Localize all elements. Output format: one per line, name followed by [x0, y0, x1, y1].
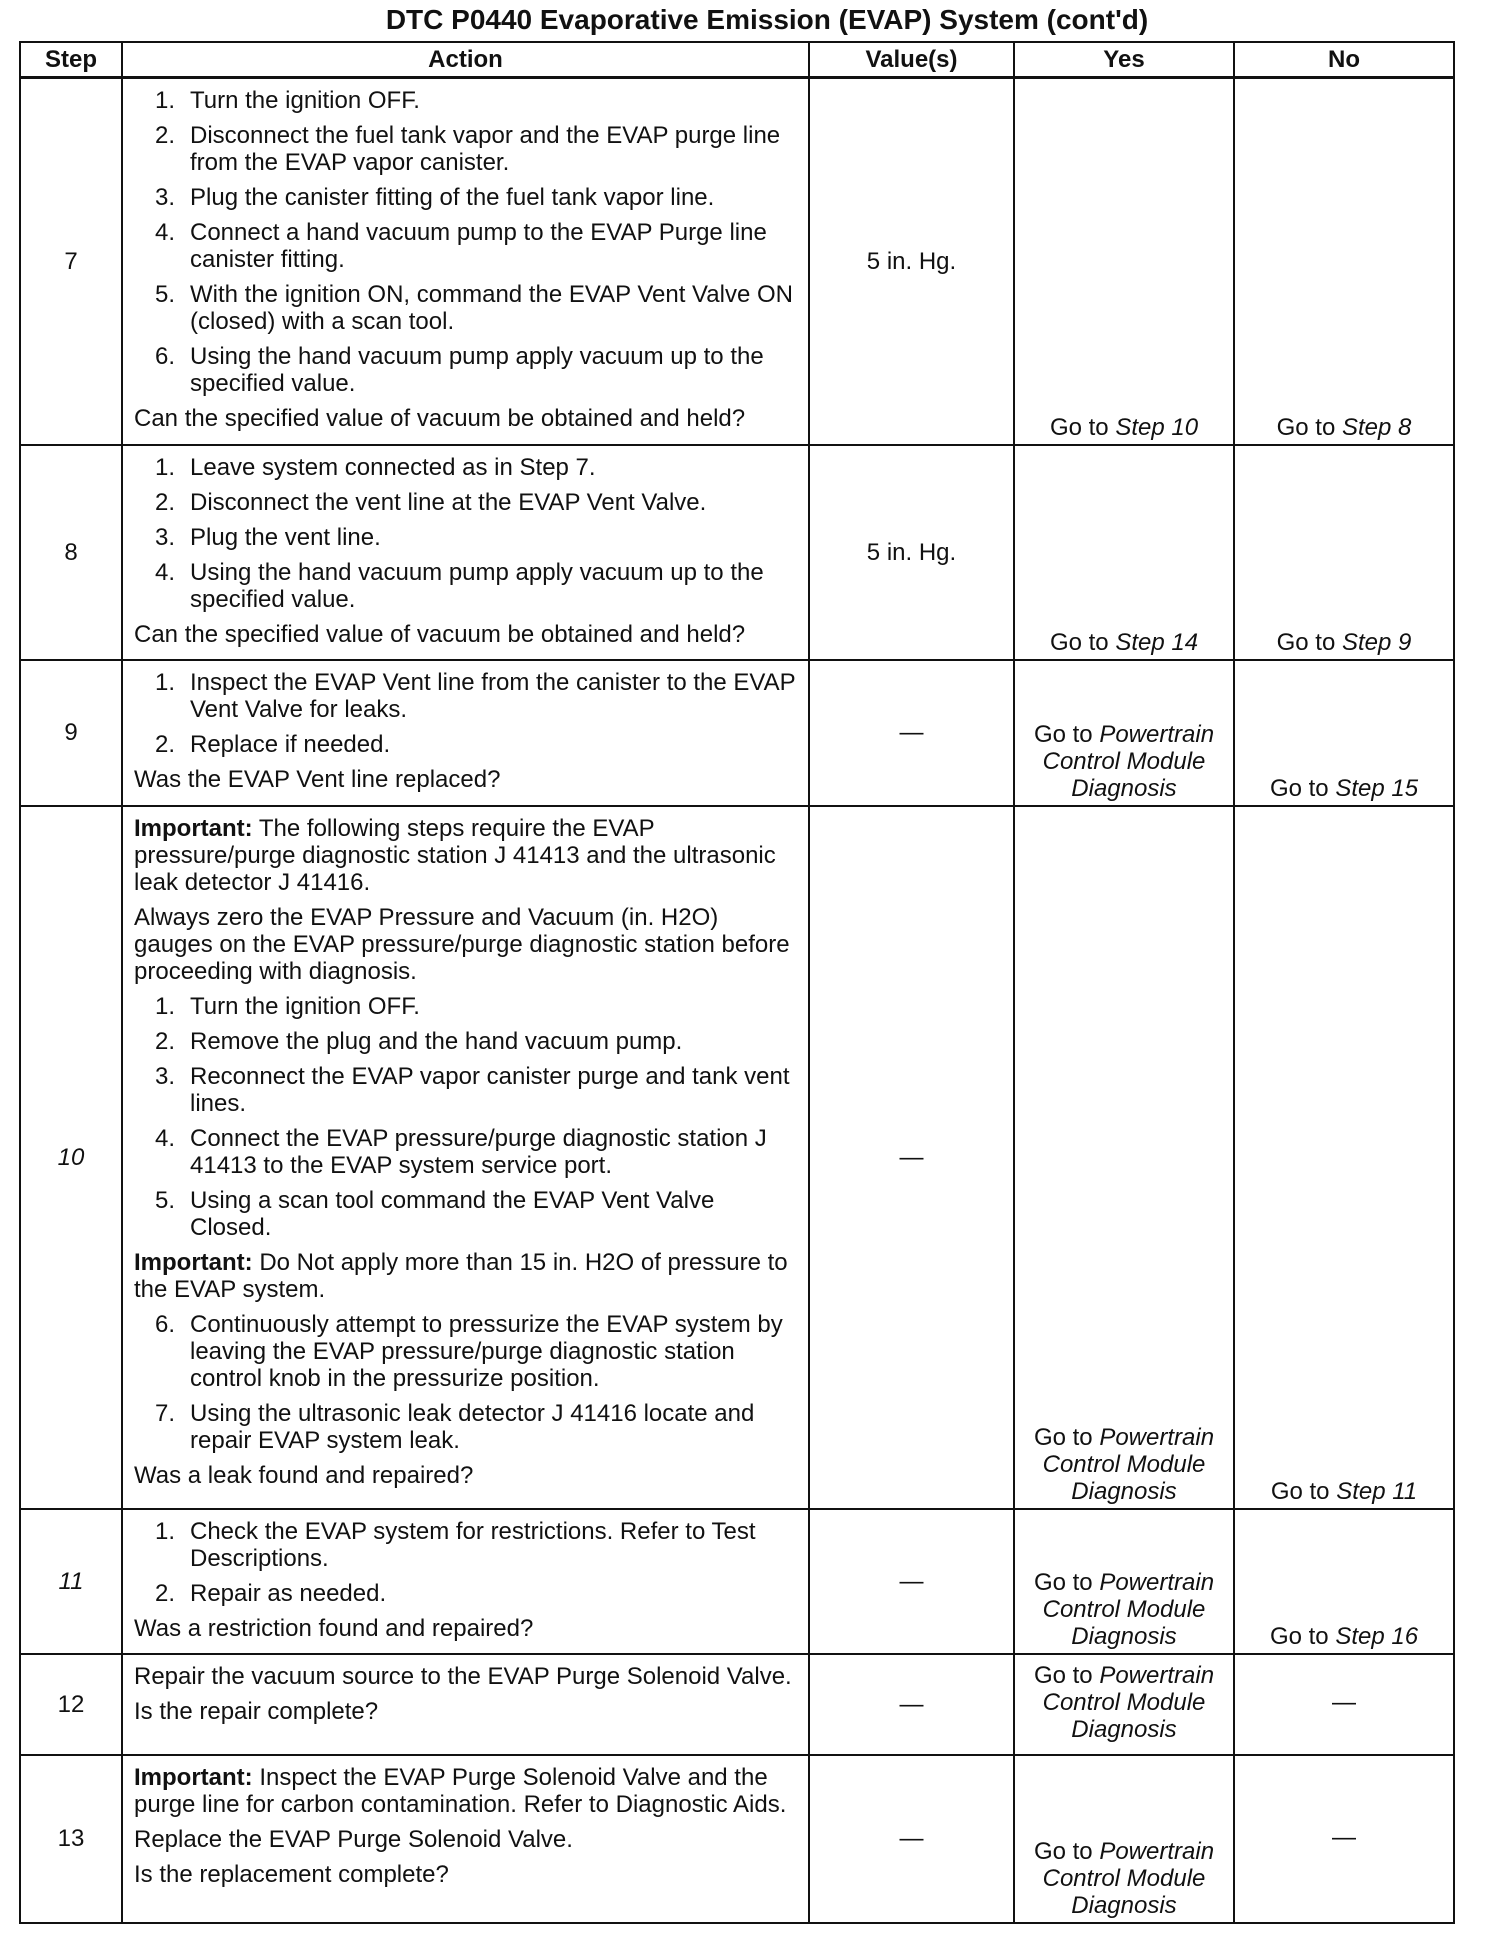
step-list [134, 1518, 798, 1607]
header-values: Value(s) [809, 42, 1014, 78]
no-link[interactable]: Step 11 [1336, 1477, 1418, 1505]
no-link[interactable]: Step 9 [1341, 628, 1412, 656]
action-cell [122, 78, 809, 445]
action-cell [122, 445, 809, 660]
header-step: Step [20, 42, 122, 78]
value-cell: — [809, 1654, 1014, 1755]
step-list [134, 993, 798, 1241]
step-number: 7 [20, 78, 122, 445]
yes-link[interactable]: Step 14 [1115, 628, 1199, 656]
no-link[interactable]: Step 8 [1341, 413, 1412, 441]
table-header-row [20, 42, 1454, 78]
important-note: Important: Do Not apply more than 15 in. H2O of pressure to the EVAP system. [134, 1248, 788, 1303]
list-item: 4. Connect the EVAP pressure/purge diagnostic station J 41413 to the EVAP system service port. [155, 1124, 767, 1179]
table-row [20, 1509, 1454, 1654]
important-note: Important: Inspect the EVAP Purge Solenoid Valve and the purge line for carbon contamination. Refer to Diagnostic Aids. [134, 1763, 787, 1818]
step-list [134, 454, 798, 613]
yes-link[interactable]: Powertrain Control Module Diagnosis [1042, 720, 1215, 802]
list-item: 5. With the ignition ON, command the EVAP Vent Valve ON (closed) with a scan tool. [155, 281, 793, 335]
list-item: 1. Check the EVAP system for restrictions. Refer to Test Descriptions. [155, 1517, 756, 1572]
table-row [20, 1654, 1454, 1755]
list-item: 6. Continuously attempt to pressurize the EVAP system by leaving the EVAP pressure/purge diagnostic station control knob in the pressurize position. [155, 1310, 783, 1392]
list-item: 6. Using the hand vacuum pump apply vacuum up to the specified value. [155, 343, 764, 397]
important-note: Important: The following steps require the EVAP pressure/purge diagnostic station J 41413 and the ultrasonic leak detector J 41416. [134, 814, 776, 896]
question: Was a restriction found and repaired? [134, 1614, 534, 1642]
question: Was the EVAP Vent line replaced? [134, 765, 501, 793]
header-no: No [1234, 42, 1454, 78]
action-cell [122, 1755, 809, 1923]
list-item: 2. Replace if needed. [155, 730, 391, 758]
no-link[interactable]: Step 16 [1335, 1622, 1419, 1650]
list-item: 3. Reconnect the EVAP vapor canister purge and tank vent lines. [155, 1062, 790, 1117]
action-cell [122, 1509, 809, 1654]
yes-link[interactable]: Powertrain Control Module Diagnosis [1042, 1837, 1215, 1919]
table-row [20, 1755, 1454, 1923]
value-cell: 5 in. Hg. [809, 78, 1014, 445]
list-item: 2. Remove the plug and the hand vacuum pump. [155, 1027, 683, 1055]
table-row [20, 660, 1454, 806]
step-list [134, 669, 798, 758]
header-yes: Yes [1014, 42, 1234, 78]
no-cell: Go to Step 16 [1234, 1509, 1454, 1654]
question: Can the specified value of vacuum be obtained and held? [134, 405, 746, 432]
yes-cell: Go to Powertrain Control Module Diagnosis [1014, 660, 1234, 806]
table-row [20, 78, 1454, 445]
list-item: 2. Disconnect the vent line at the EVAP Vent Valve. [155, 488, 707, 516]
no-cell: Go to Step 15 [1234, 660, 1454, 806]
step-list [134, 1311, 798, 1454]
no-link[interactable]: Step 15 [1335, 774, 1419, 802]
list-item: 2. Disconnect the fuel tank vapor and the EVAP purge line from the EVAP vapor canister. [155, 122, 781, 176]
yes-link[interactable]: Powertrain Control Module Diagnosis [1042, 1662, 1215, 1743]
yes-cell: Go to Step 10 [1014, 78, 1234, 445]
no-cell: Go to Step 8 [1234, 78, 1454, 445]
action-cell [122, 660, 809, 806]
yes-cell: Go to Powertrain Control Module Diagnosis [1014, 1755, 1234, 1923]
note-text: Always zero the EVAP Pressure and Vacuum (in. H2O) gauges on the EVAP pressure/purge diagnostic station before proceeding with diagnosis. [134, 903, 790, 985]
step-number: 9 [20, 660, 122, 806]
yes-cell: Go to Step 14 [1014, 445, 1234, 660]
question: Is the replacement complete? [134, 1860, 449, 1888]
yes-cell: Go to Powertrain Control Module Diagnosis [1014, 1654, 1234, 1755]
table-row [20, 806, 1454, 1509]
list-item: 3. Plug the vent line. [155, 523, 381, 551]
list-item: 1. Turn the ignition OFF. [155, 992, 420, 1020]
value-cell: — [809, 806, 1014, 1509]
yes-cell: Go to Powertrain Control Module Diagnosis [1014, 1509, 1234, 1654]
action-text: Repair the vacuum source to the EVAP Purge Solenoid Valve. [134, 1662, 792, 1690]
question: Was a leak found and repaired? [134, 1461, 474, 1489]
yes-cell: Go to Powertrain Control Module Diagnosis [1014, 806, 1234, 1509]
no-cell: — [1234, 1654, 1454, 1755]
table-row [20, 445, 1454, 660]
yes-link[interactable]: Step 10 [1115, 413, 1199, 441]
step-number: 8 [20, 445, 122, 660]
yes-link[interactable]: Powertrain Control Module Diagnosis [1042, 1423, 1215, 1505]
question: Is the repair complete? [134, 1697, 379, 1725]
value-cell: — [809, 1755, 1014, 1923]
step-number: 10 [20, 806, 122, 1509]
no-cell: Go to Step 11 [1234, 806, 1454, 1509]
list-item: 3. Plug the canister fitting of the fuel tank vapor line. [155, 184, 715, 211]
step-list [134, 87, 798, 397]
header-action: Action [122, 42, 809, 78]
page-title: DTC P0440 Evaporative Emission (EVAP) System (cont'd) [385, 4, 1149, 35]
action-text: Replace the EVAP Purge Solenoid Valve. [134, 1825, 573, 1853]
value-cell: — [809, 1509, 1014, 1654]
list-item: 1. Inspect the EVAP Vent line from the canister to the EVAP Vent Valve for leaks. [155, 668, 796, 723]
question: Can the specified value of vacuum be obtained and held? [134, 620, 746, 648]
step-number: 12 [20, 1654, 122, 1755]
value-cell: 5 in. Hg. [809, 445, 1014, 660]
value-cell: — [809, 660, 1014, 806]
list-item: 2. Repair as needed. [155, 1579, 387, 1607]
list-item: 7. Using the ultrasonic leak detector J 41416 locate and repair EVAP system leak. [155, 1399, 755, 1454]
action-cell [122, 806, 809, 1509]
step-number: 13 [20, 1755, 122, 1923]
action-cell [122, 1654, 809, 1755]
list-item: 4. Connect a hand vacuum pump to the EVAP Purge line canister fitting. [155, 219, 767, 273]
no-cell: Go to Step 9 [1234, 445, 1454, 660]
yes-link[interactable]: Powertrain Control Module Diagnosis [1042, 1568, 1215, 1650]
diagnostic-table [19, 41, 1455, 1924]
no-cell: — [1234, 1755, 1454, 1923]
list-item: 1. Leave system connected as in Step 7. [155, 453, 596, 481]
list-item: 4. Using the hand vacuum pump apply vacuum up to the specified value. [155, 558, 764, 613]
step-number: 11 [20, 1509, 122, 1654]
list-item: 1. Turn the ignition OFF. [155, 87, 420, 114]
list-item: 5. Using a scan tool command the EVAP Vent Valve Closed. [155, 1186, 715, 1241]
